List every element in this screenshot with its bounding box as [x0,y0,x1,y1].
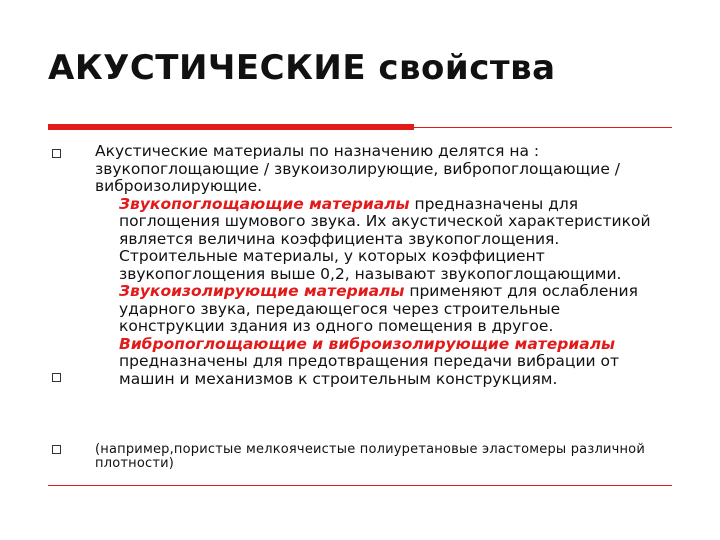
bullet-square-icon [52,373,61,382]
text-sound-absorbing: предназначены для поглощения шумового звука. Их акустической характеристикой является величина коэффициента звукопоглощения. Строительные материалы, у которых коэффициент звукопоглощения выше 0,2, называют звукопоглощающими. [119,194,651,283]
title-caps: АКУСТИЧЕСКИЕ [48,48,367,88]
paragraph-intro: Акустические материалы по назначению делятся на : звукопоглощающие / звукоизолирующие, вибропоглощающие / виброизолирующие. [95,142,621,195]
paragraph-example: (например,пористые мелкоячеистые полиуретановые эластомеры различной плотности) [95,442,645,471]
title-rest: свойства [378,48,556,88]
paragraph-sound-insulating [95,283,660,336]
content-body [95,143,660,388]
text-sound-insulating: применяют для ослабления ударного звука, передающегося через строительные конструкции здания из одного помещения в другое. [119,282,638,335]
slide-title [48,48,556,88]
term-vibration: Вибропоглощающие и виброизолирующие материалы [119,334,616,353]
paragraph-vibration [95,336,660,389]
bullet-square-icon [52,149,61,158]
title-underline-thick [48,124,414,130]
term-sound-insulating: Звукоизолирующие материалы [119,282,405,300]
bullet-square-icon [52,445,61,454]
bottom-rule [48,485,672,486]
term-sound-absorbing: Звукопоглощающие материалы [119,194,410,213]
paragraph-sound-absorbing [95,196,660,284]
text-vibration: предназначены для предотвращения передачи вибрации от машин и механизмов к строительным конструкциям. [119,352,620,388]
title-underline-thin [414,127,672,128]
